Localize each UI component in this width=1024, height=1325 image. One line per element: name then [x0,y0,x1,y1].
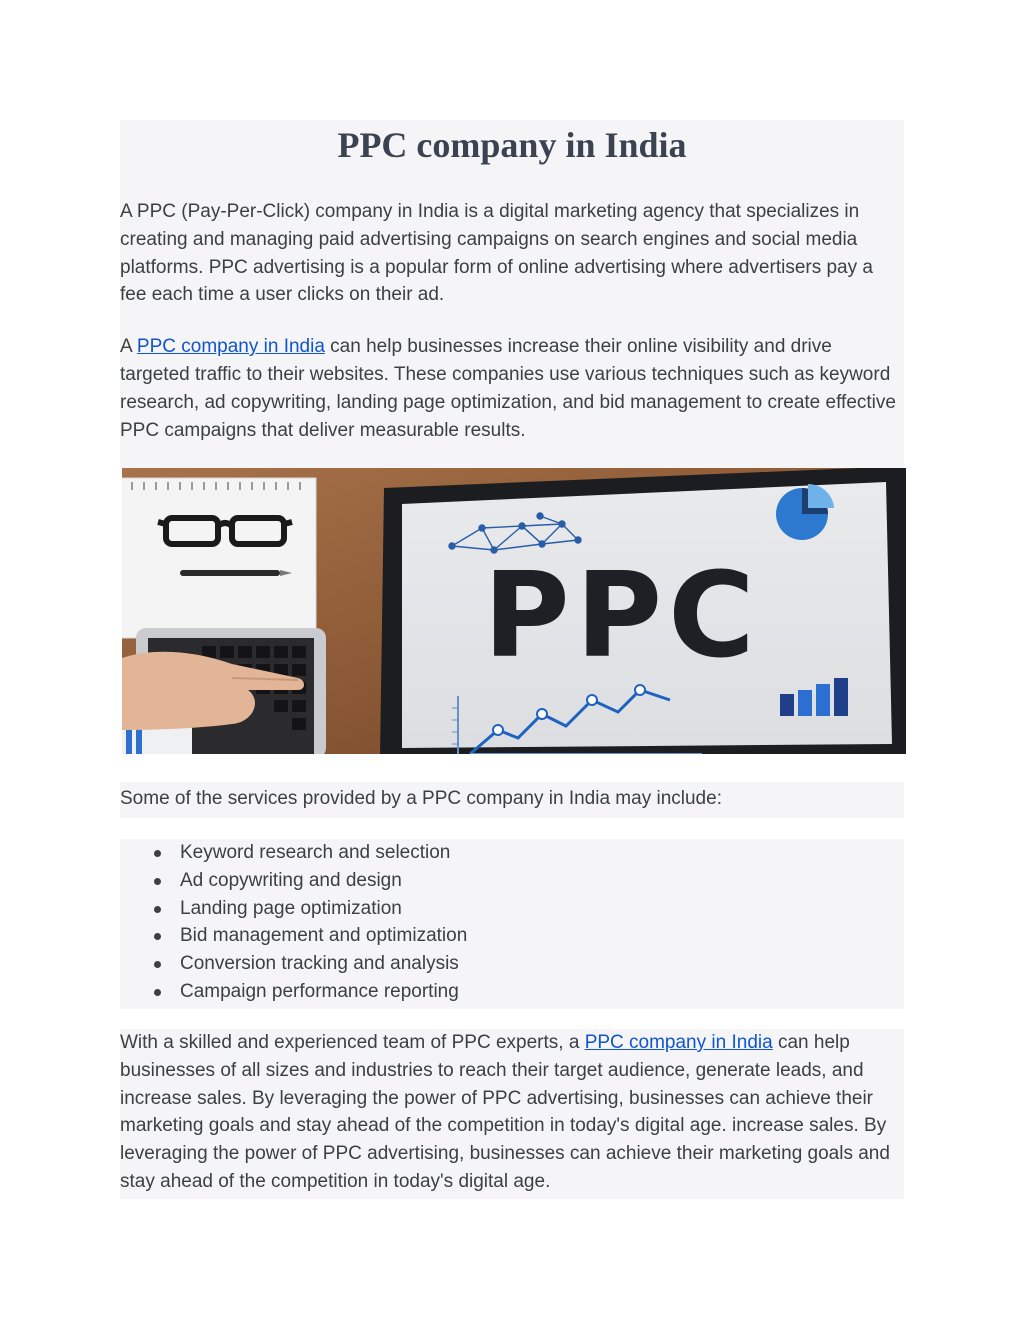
list-item: Landing page optimization [120,895,904,923]
closing-paragraph-rest: can help businesses of all sizes and industries to reach their target audience, generate leads, and increase sales. By leveraging the power of PPC advertising, businesses can achieve their marketing goals and stay ahead of the competition in today's digital age. increase sales. By leveraging the power of PPC advertising, businesses can achieve their marketing goals and stay ahead of the competition in today's digital age. [120,1032,890,1192]
list-item: Campaign performance reporting [120,978,904,1006]
ppc-company-link-2[interactable]: PPC company in India [584,1032,773,1053]
list-item: Conversion tracking and analysis [120,950,904,978]
notepad-icon [122,478,316,638]
intro-section [120,120,904,468]
second-paragraph-lead: A [120,336,137,358]
services-intro: Some of the services provided by a PPC company in India may include: [120,788,722,809]
page-title: PPC company in India [337,125,687,165]
second-paragraph-rest: can help businesses increase their online visibility and drive targeted traffic to their websites. These companies use various techniques such as keyword research, ad copywriting, landing page optimization, and bid management to create effective PPC campaigns that deliver measurable results. [120,336,896,441]
second-paragraph [120,333,904,444]
ppc-company-link[interactable]: PPC company in India [136,336,325,358]
list-item: Ad copywriting and design [120,867,904,895]
list-item: Bid management and optimization [120,922,904,950]
closing-paragraph-lead: With a skilled and experienced team of PPC experts, a [120,1032,585,1053]
pen-icon [180,570,292,576]
closing-section [120,1029,904,1199]
intro-paragraph: A PPC (Pay-Per-Click) company in India is a digital marketing agency that specializes in creating and managing paid advertising campaigns on search engines and social media platforms. PPC advertising is a popular form of online advertising where advertisers pay a fee each time a user clicks on their ad. [120,201,873,306]
hero-image [122,468,906,754]
services-list-section [120,839,904,1009]
hero-ppc-text: PPC [483,546,761,684]
services-intro-section [120,782,904,818]
closing-paragraph [120,1029,904,1196]
list-item: Keyword research and selection [120,839,904,867]
services-list [120,839,904,1006]
